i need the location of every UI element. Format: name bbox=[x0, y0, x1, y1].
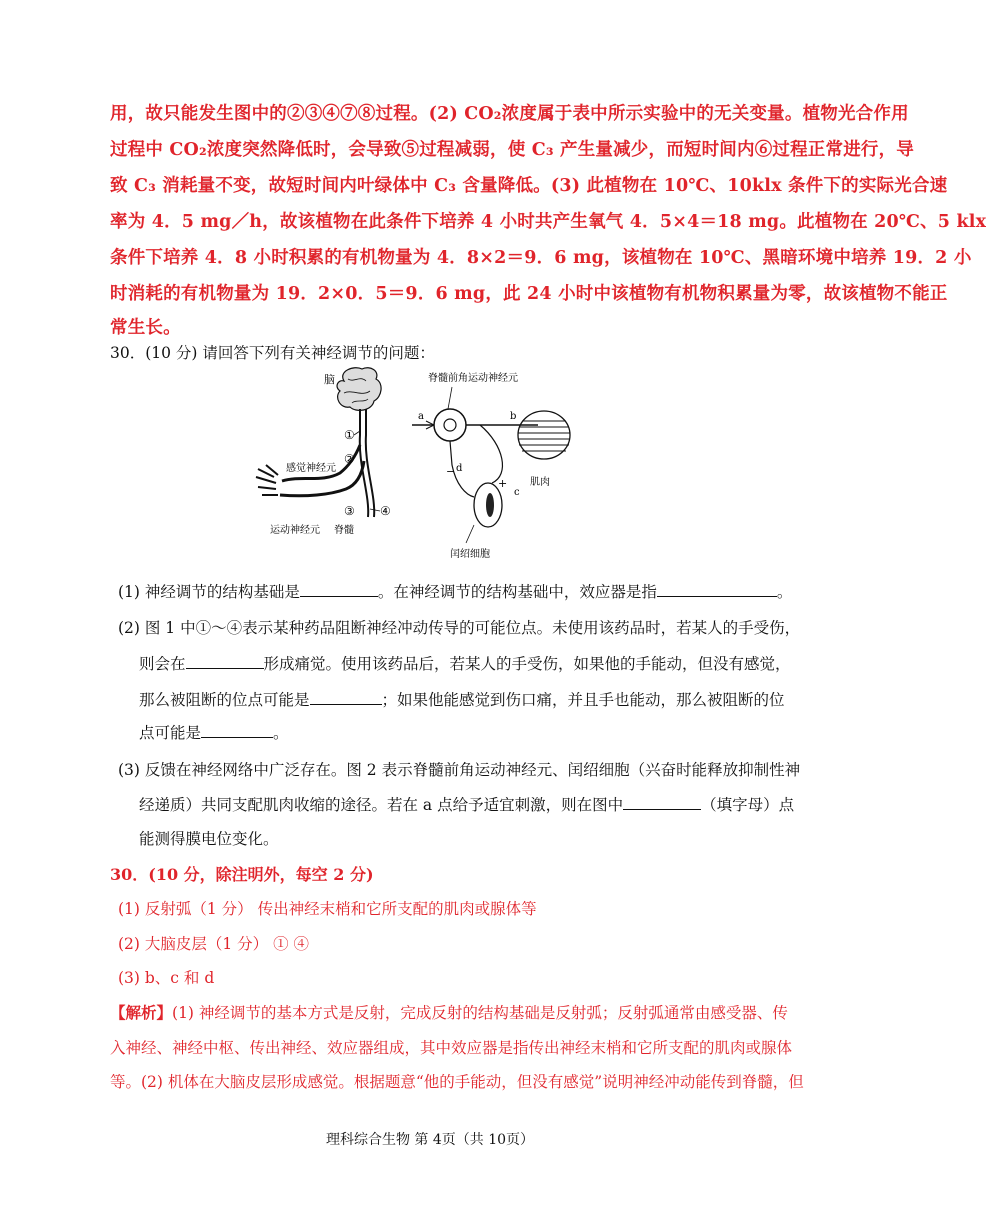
sensory-label: 感觉神经元 bbox=[286, 463, 336, 474]
question-header: 30．(10 分) 请回答下列有关神经调节的问题： bbox=[110, 344, 435, 362]
answer-1: (1) 反射弧（1 分） 传出神经末梢和它所支配的肌肉或腺体等 bbox=[118, 900, 537, 918]
renshaw-label: 闰绍细胞 bbox=[450, 549, 490, 560]
q1-text-a: (1) 神经调节的结构基础是 bbox=[118, 583, 300, 601]
q1-text-c: 。 bbox=[776, 583, 793, 601]
point-c: c bbox=[514, 487, 520, 498]
prev-answer-line: 过程中 CO₂浓度突然降低时，会导致⑤过程减弱，使 C₃ 产生量减少，而短时间内⑥过程正常进行，导 bbox=[110, 140, 915, 160]
sign-minus: − bbox=[446, 465, 456, 478]
analysis-line-3: 等。(2) 机体在大脑皮层形成感觉。根据题意“他的手能动，但没有感觉”说明神经冲动能传到脊髓，但 bbox=[110, 1073, 804, 1091]
prev-answer-line: 常生长。 bbox=[110, 318, 181, 338]
answer-2: (2) 大脑皮层（1 分） ① ④ bbox=[118, 935, 310, 953]
prev-answer-line: 时消耗的有机物量为 19．2×0．5＝9．6 mg，此 24 小时中该植物有机物积累量为零，故该植物不能正 bbox=[110, 284, 948, 304]
q2-text-b: 形成痛觉。使用该药品后，若某人的手受伤，如果他的手能动，但没有感觉， bbox=[263, 655, 791, 673]
answer-blank[interactable] bbox=[201, 723, 273, 738]
question-1 bbox=[118, 580, 792, 602]
muscle bbox=[518, 411, 570, 459]
motor-label: 运动神经元 bbox=[270, 525, 320, 536]
question-2-line2 bbox=[139, 652, 791, 674]
answer-blank[interactable] bbox=[310, 690, 382, 705]
brain-label: 脑 bbox=[324, 373, 335, 386]
sign-plus: + bbox=[498, 477, 508, 490]
muscle-label: 肌肉 bbox=[530, 477, 550, 488]
q2-text-f: 。 bbox=[273, 724, 289, 742]
question-2-line4 bbox=[139, 721, 289, 743]
prev-answer-line: 致 C₃ 消耗量不变，故短时间内叶绿体中 C₃ 含量降低。(3) 此植物在 10℃、10klx 条件下的实际光合速 bbox=[110, 176, 948, 196]
mark-3: ③ bbox=[344, 504, 355, 518]
point-a: a bbox=[418, 411, 424, 422]
mark-2: ② bbox=[344, 452, 355, 466]
prev-answer-line: 条件下培养 4．8 小时积累的有机物量为 4．8×2＝9．6 mg，该植物在 10℃、黑暗环境中培养 19．2 小 bbox=[110, 248, 972, 268]
analysis-line-2: 入神经、神经中枢、传出神经、效应器组成，其中效应器是指传出神经末梢和它所支配的肌肉或腺体 bbox=[110, 1039, 793, 1057]
mark-1: ① bbox=[344, 428, 355, 442]
hand-shape bbox=[256, 465, 278, 495]
question-3-line2 bbox=[139, 793, 794, 815]
question-2-line1: (2) 图 1 中①～④表示某种药品阻断神经冲动传导的可能位点。未使用该药品时，若某人的手受伤， bbox=[118, 619, 801, 637]
answer-blank[interactable] bbox=[186, 654, 264, 669]
mark-4: ④ bbox=[380, 504, 391, 518]
q2-text-a: 则会在 bbox=[139, 655, 186, 673]
page-footer: 理科综合生物 第 4页（共 10页） bbox=[325, 1132, 535, 1148]
point-d: d bbox=[456, 463, 463, 474]
analysis-line-1 bbox=[110, 1001, 788, 1023]
q2-text-e: 点可能是 bbox=[139, 724, 202, 742]
answer-3: (3) b、c 和 d bbox=[118, 969, 215, 987]
question-3-line1: (3) 反馈在神经网络中广泛存在。图 2 表示脊髓前角运动神经元、闰绍细胞（兴奋时能释放抑制性神 bbox=[118, 761, 801, 779]
neuron-body bbox=[434, 409, 466, 441]
question-3-line3: 能测得膜电位变化。 bbox=[139, 830, 279, 848]
q3-text-a: 经递质）共同支配肌肉收缩的途径。若在 a 点给予适宜刺激，则在图中 bbox=[139, 796, 624, 814]
brain-shape bbox=[337, 368, 381, 411]
question-2-line3 bbox=[139, 688, 785, 710]
q3-text-b: （填字母）点 bbox=[701, 796, 795, 814]
point-b: b bbox=[510, 411, 517, 422]
analysis-text: (1) 神经调节的基本方式是反射，完成反射的结构基础是反射弧；反射弧通常由感受器、传 bbox=[172, 1004, 788, 1022]
neuron-label: 脊髓前角运动神经元 bbox=[428, 373, 518, 384]
answer-blank[interactable] bbox=[657, 582, 777, 597]
prev-answer-line: 用，故只能发生图中的②③④⑦⑧过程。(2) CO₂浓度属于表中所示实验中的无关变量。植物光合作用 bbox=[110, 104, 909, 124]
figure-1 bbox=[256, 368, 381, 517]
q2-text-c: 那么被阻断的位点可能是 bbox=[139, 691, 310, 709]
nerve-diagram bbox=[252, 365, 557, 570]
answer-blank[interactable] bbox=[300, 582, 378, 597]
answer-header: 30．(10 分，除注明外，每空 2 分) bbox=[110, 865, 374, 884]
spinal-label: 脊髓 bbox=[334, 525, 354, 536]
analysis-tag: 【解析】 bbox=[110, 1003, 173, 1022]
q2-text-d: ；如果他能感觉到伤口痛，并且手也能动，那么被阻断的位 bbox=[381, 691, 785, 709]
figure-2 bbox=[412, 387, 570, 543]
q1-text-b: 。在神经调节的结构基础中，效应器是指 bbox=[377, 583, 657, 601]
prev-answer-line: 率为 4．5 mg／h，故该植物在此条件下培养 4 小时共产生氧气 4．5×4＝18 mg。此植物在 20℃、5 klx bbox=[110, 212, 986, 232]
answer-blank[interactable] bbox=[623, 795, 701, 810]
